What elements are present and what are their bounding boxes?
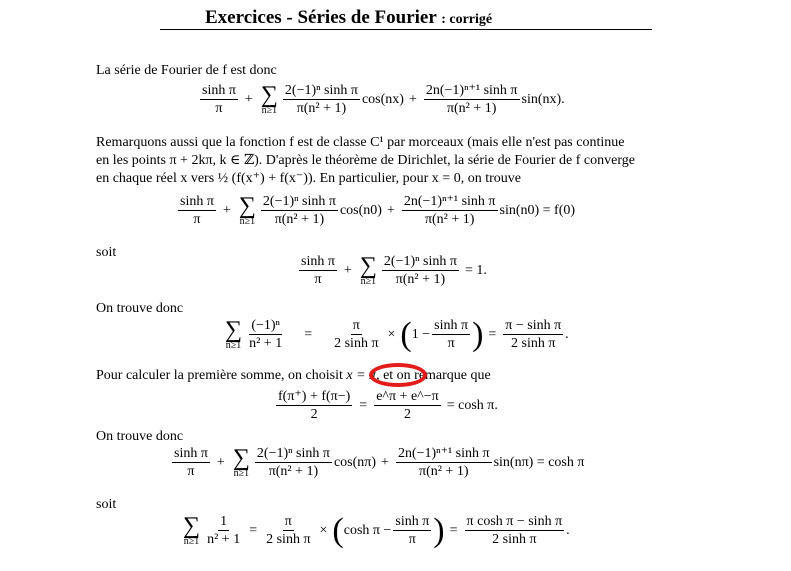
paragraph-3: Pour calculer la première somme, on choisit x = π, et on remarque que	[96, 368, 491, 383]
sum-symbol: ∑ n≥1	[260, 81, 278, 116]
fraction: $\frac{\text{2n(−1)ⁿ⁺¹ sinh π}}{\text{π(n² + 1)}}$	[425, 83, 518, 116]
fraction: $\frac{\text{2n(−1)ⁿ⁺¹ sinh π}}{\text{π(n² + 1)}}$	[397, 446, 490, 479]
fraction: $\frac{\text{(−1)ⁿ}}{\text{n² + 1}}$	[249, 318, 283, 351]
paragraph-2-line-1: Remarquons aussi que la fonction f est de classe C¹ par morceaux (mais elle n'est pas continue	[96, 135, 625, 150]
fraction: $\frac{1}{\text{n² + 1}}$	[207, 514, 241, 547]
fraction: $\frac{\text{2n(−1)ⁿ⁺¹ sinh π}}{\text{π(n² + 1)}}$	[403, 194, 496, 227]
fraction: sinh π π	[202, 83, 236, 116]
paragraph-1: La série de Fourier de f est donc	[96, 63, 277, 78]
fraction: $\frac{\pi}{\text{2 sinh π}}$	[266, 514, 311, 547]
equation-alternating-sum: ∑ n≥1 $\frac{\text{(−1)ⁿ}}{\text{n² + 1}}$ = $\frac{\pi}{\text{2 sinh π}}$ × ( 1 − $\frac{\text{sinh π}}{\pi}$ ) = $\frac{\text{π − sinh π}}{\text{2 sinh π}}$ .	[225, 315, 569, 353]
fraction: sinh π π	[301, 254, 335, 287]
fraction: 2(−1)ⁿ sinh π π(n² + 1)	[256, 446, 330, 479]
fraction: sinh π π	[174, 446, 208, 479]
fraction: $\frac{\pi}{\text{2 sinh π}}$	[334, 318, 379, 351]
soit-2: soit	[96, 497, 117, 512]
fraction: $\frac{\text{2(−1)ⁿ sinh π}}{\text{π(n² + 1)}}$	[383, 254, 457, 287]
on-trouve-2: On trouve donc	[96, 429, 184, 444]
paragraph-2-line-2: en les points π + 2kπ, k ∈ ℤ). D'après le théorème de Dirichlet, la série de Fourier de f converge	[96, 153, 635, 168]
page-subtitle: : corrigé	[441, 12, 493, 27]
fraction: 2(−1)ⁿ sinh π π(n² + 1)	[284, 83, 358, 116]
header-rule	[160, 29, 652, 30]
fraction: sinh π π	[180, 194, 214, 227]
sum-symbol: ∑ n≥1	[183, 512, 201, 547]
sum-symbol: ∑ n≥1	[225, 316, 243, 351]
soit-1: soit	[96, 245, 117, 260]
equation-at-pi: sinh π π + ∑ n≥1 2(−1)ⁿ sinh π π(n² + 1) cos(nπ) + $\frac{\text{2n(−1)ⁿ⁺¹ sinh π}}{\text{π(n² + 1)}}$ sin(nπ) = cosh π	[174, 444, 585, 479]
page-title: Exercices - Séries de Fourier : corrigé	[205, 7, 493, 28]
red-circle-annotation	[369, 363, 427, 387]
fraction: 2(−1)ⁿ sinh π π(n² + 1)	[262, 194, 336, 227]
sum-symbol: ∑ n≥1	[359, 252, 377, 287]
fraction: $\frac{f(\pi^+) + f(\pi-)}{2}$	[278, 389, 351, 422]
equation-fourier-series: sinh π π + ∑ n≥1 2(−1)ⁿ sinh π π(n² + 1) cos(nx) + $\frac{\text{2n(−1)ⁿ⁺¹ sinh π}}{\text{π(n² + 1)}}$ sin(nx).	[202, 81, 565, 116]
fraction: $\frac{\text{sinh π}}{\pi}$	[395, 514, 430, 547]
equation-final: ∑ n≥1 $\frac{1}{\text{n² + 1}}$ = $\frac{\pi}{\text{2 sinh π}}$ × ( cosh π − $\frac{\text{sinh π}}{\pi}$ ) = $\frac{\text{π cosh π − sinh π}}{\text{2 sinh π}}$ .	[183, 511, 570, 549]
sum-symbol: ∑ n≥1	[232, 444, 250, 479]
fraction: $\frac{\text{π cosh π − sinh π}}{\text{2 sinh π}}$	[466, 514, 563, 547]
paragraph-2-line-3: en chaque réel x vers ½ (f(x⁺) + f(x⁻)). En particulier, pour x = 0, on trouve	[96, 171, 521, 186]
fraction: $\frac{\text{sinh π}}{\pi}$	[434, 318, 469, 351]
equation-sum-one: sinh π π + ∑ n≥1 $\frac{\text{2(−1)ⁿ sinh π}}{\text{π(n² + 1)}}$ = 1.	[301, 252, 487, 287]
fraction: $\frac{e\^{}\pi + e\^{}-\pi}{2}$	[376, 389, 439, 422]
sum-symbol: ∑ n≥1	[238, 192, 256, 227]
equation-at-zero: sinh π π + ∑ n≥1 2(−1)ⁿ sinh π π(n² + 1) cos(n0) + $\frac{\text{2n(−1)ⁿ⁺¹ sinh π}}{\text{π(n² + 1)}}$ sin(n0) = f(0)	[180, 192, 576, 227]
on-trouve-1: On trouve donc	[96, 301, 184, 316]
equation-cosh: $\frac{f(\pi^+) + f(\pi-)}{2}$ = $\frac{e\^{}\pi + e\^{}-\pi}{2}$ = cosh π.	[278, 389, 498, 422]
highlighted-x-equals-pi: x = π	[346, 368, 377, 383]
fraction: $\frac{\text{π − sinh π}}{\text{2 sinh π}}$	[505, 318, 562, 351]
